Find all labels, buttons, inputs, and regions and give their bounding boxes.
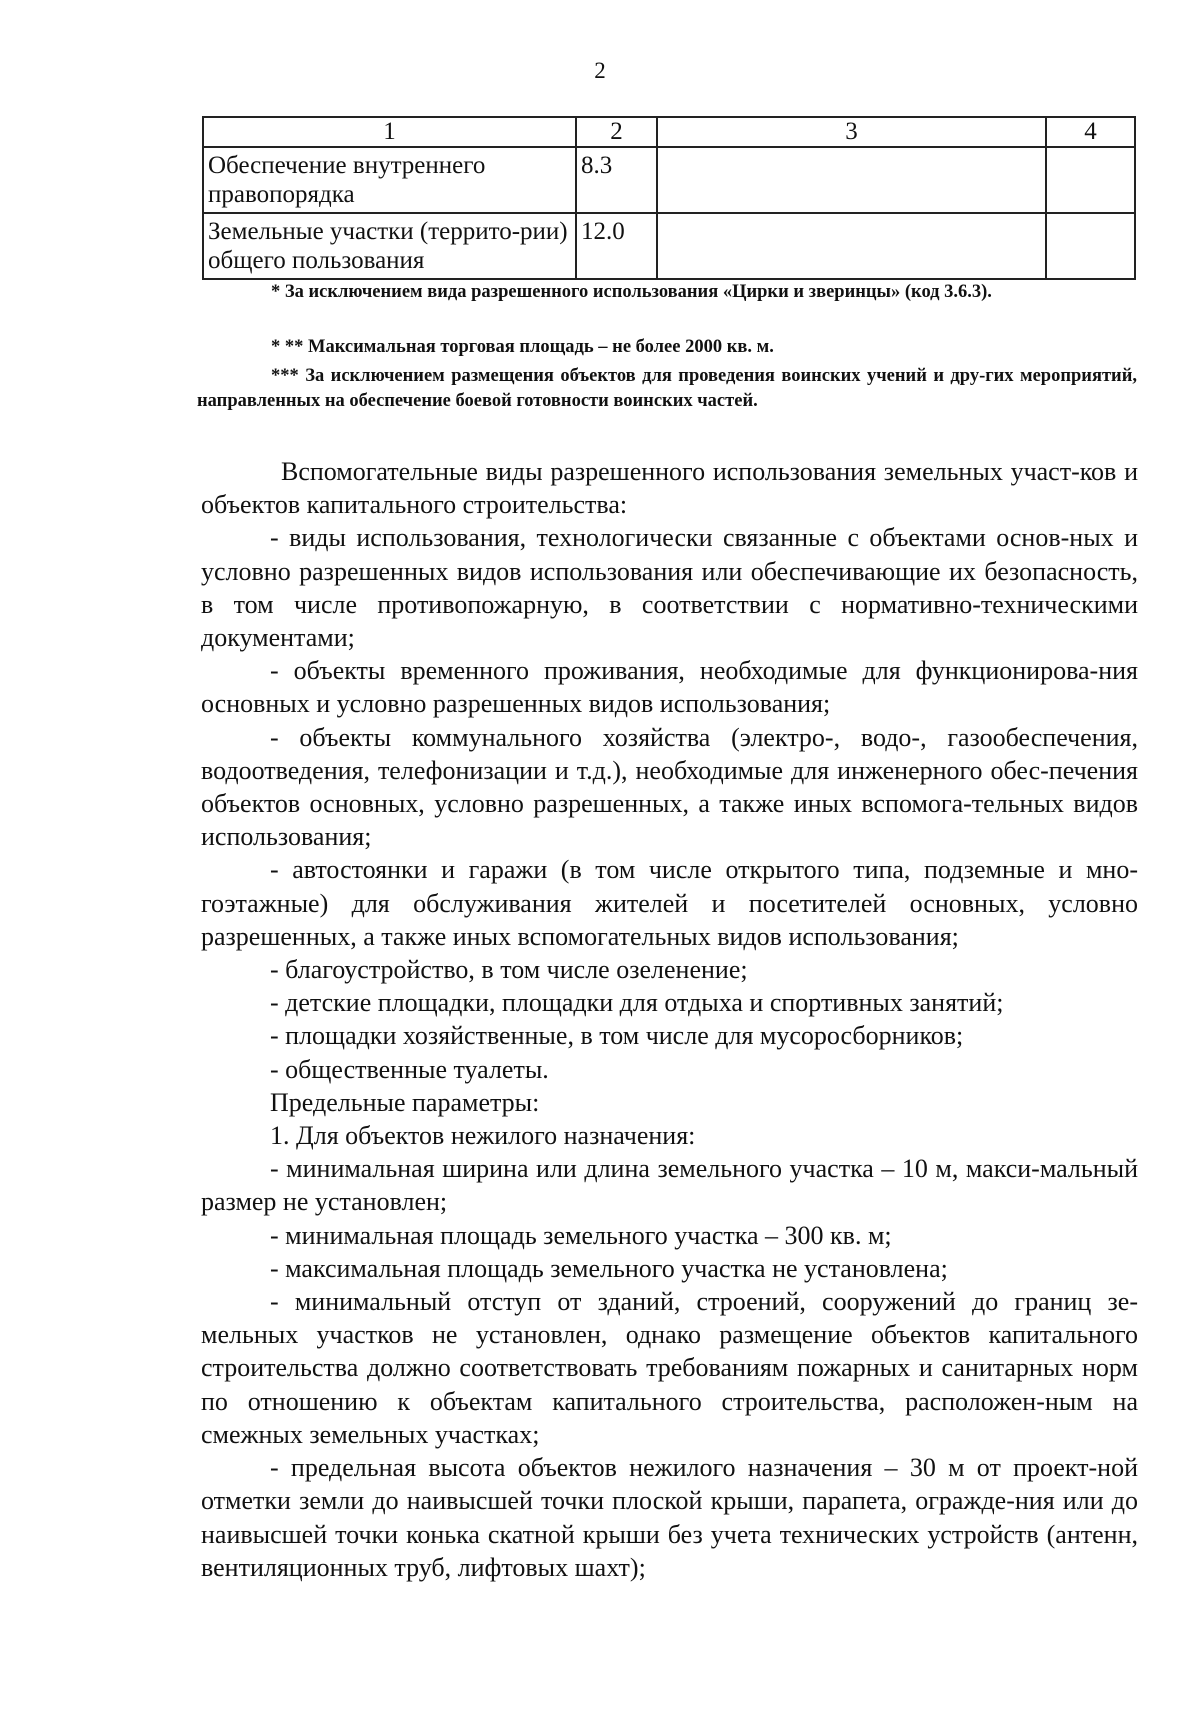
table-header-cell: 3: [657, 117, 1046, 147]
table-header-cell: 1: [203, 117, 576, 147]
list-item: - благоустройство, в том числе озеленение;: [270, 955, 748, 985]
footnote: * За исключением вида разрешенного использования «Цирки и зверинцы» (код 3.6.3).: [271, 282, 992, 302]
use-code-cell: 8.3: [576, 147, 657, 213]
list-item: - максимальная площадь земельного участка не установлена;: [270, 1253, 948, 1283]
section-heading: Предельные параметры:: [270, 1087, 540, 1117]
list-item: - объекты коммунального хозяйства (электро-, водо-, газообеспечения, водоотведения, телефонизации и т.д.), необходимые для инженерного обес-печения объектов основных, условно разрешенных, а также иных вспомога-тельных видов использования;: [201, 722, 1138, 852]
table-header-cell: 2: [576, 117, 657, 147]
use-name-cell: Земельные участки (террито-рии) общего пользования: [203, 213, 576, 279]
list-item: - предельная высота объектов нежилого назначения – 30 м от проект-ной отметки земли до наивысшей точки плоской крыши, парапета, огражде-ния или до наивысшей точки конька скатной крыши без учета технических устройств (антенн, вентиляционных труб, лифтовых шахт);: [201, 1453, 1138, 1582]
table-row: [203, 213, 1135, 279]
table-header-row: [203, 117, 1135, 147]
paragraph: Вспомогательные виды разрешенного использования земельных участ-ков и объектов капитального строительства:: [201, 457, 1138, 520]
use-code-cell: 12.0: [576, 213, 657, 279]
subsection-heading: 1. Для объектов нежилого назначения:: [270, 1121, 696, 1151]
land-use-table: [202, 116, 1136, 280]
list-item: - общественные туалеты.: [270, 1054, 549, 1084]
use-name-cell: Обеспечение внутреннего правопорядка: [203, 147, 576, 213]
empty-cell: [1046, 147, 1135, 213]
list-item: - минимальный отступ от зданий, строений, сооружений до границ зе-мельных участков не установлен, однако размещение объектов капитального строительства должно соответствовать требованиям пожарных и санитарных норм по отношению к объектам капитального строительства, расположен-ным на смежных земельных участках;: [201, 1287, 1138, 1449]
empty-cell: [657, 213, 1046, 279]
list-item: - объекты временного проживания, необходимые для функционирова-ния основных и условно разрешенных видов использования;: [201, 656, 1138, 719]
table-row: [203, 147, 1135, 213]
table-header-cell: 4: [1046, 117, 1135, 147]
list-item: - минимальная ширина или длина земельного участка – 10 м, макси-мальный размер не установлен;: [201, 1154, 1138, 1217]
empty-cell: [1046, 213, 1135, 279]
list-item: - детские площадки, площадки для отдыха и спортивных занятий;: [270, 988, 1004, 1018]
page-number: 2: [594, 58, 606, 83]
empty-cell: [657, 147, 1046, 213]
footnote: * ** Максимальная торговая площадь – не более 2000 кв. м.: [271, 337, 774, 357]
list-item: - минимальная площадь земельного участка – 300 кв. м;: [270, 1220, 892, 1250]
list-item: - виды использования, технологически связанные с объектами основ-ных и условно разрешенных видов использования или обеспечивающие их безопасность, в том числе противопожарную, в соответствии с нормативно-техническими документами;: [201, 523, 1138, 653]
list-item: - площадки хозяйственные, в том числе для мусоросборников;: [270, 1021, 964, 1051]
footnote: *** За исключением размещения объектов для проведения воинских учений и дру-гих мероприятий, направленных на обеспечение боевой готовности воинских частей.: [197, 366, 1137, 411]
document-body: [201, 455, 1138, 1584]
list-item: - автостоянки и гаражи (в том числе открытого типа, подземные и мно-гоэтажные) для обслуживания жителей и посетителей основных, условно разрешенных, а также иных вспомогательных видов использования;: [201, 855, 1138, 951]
